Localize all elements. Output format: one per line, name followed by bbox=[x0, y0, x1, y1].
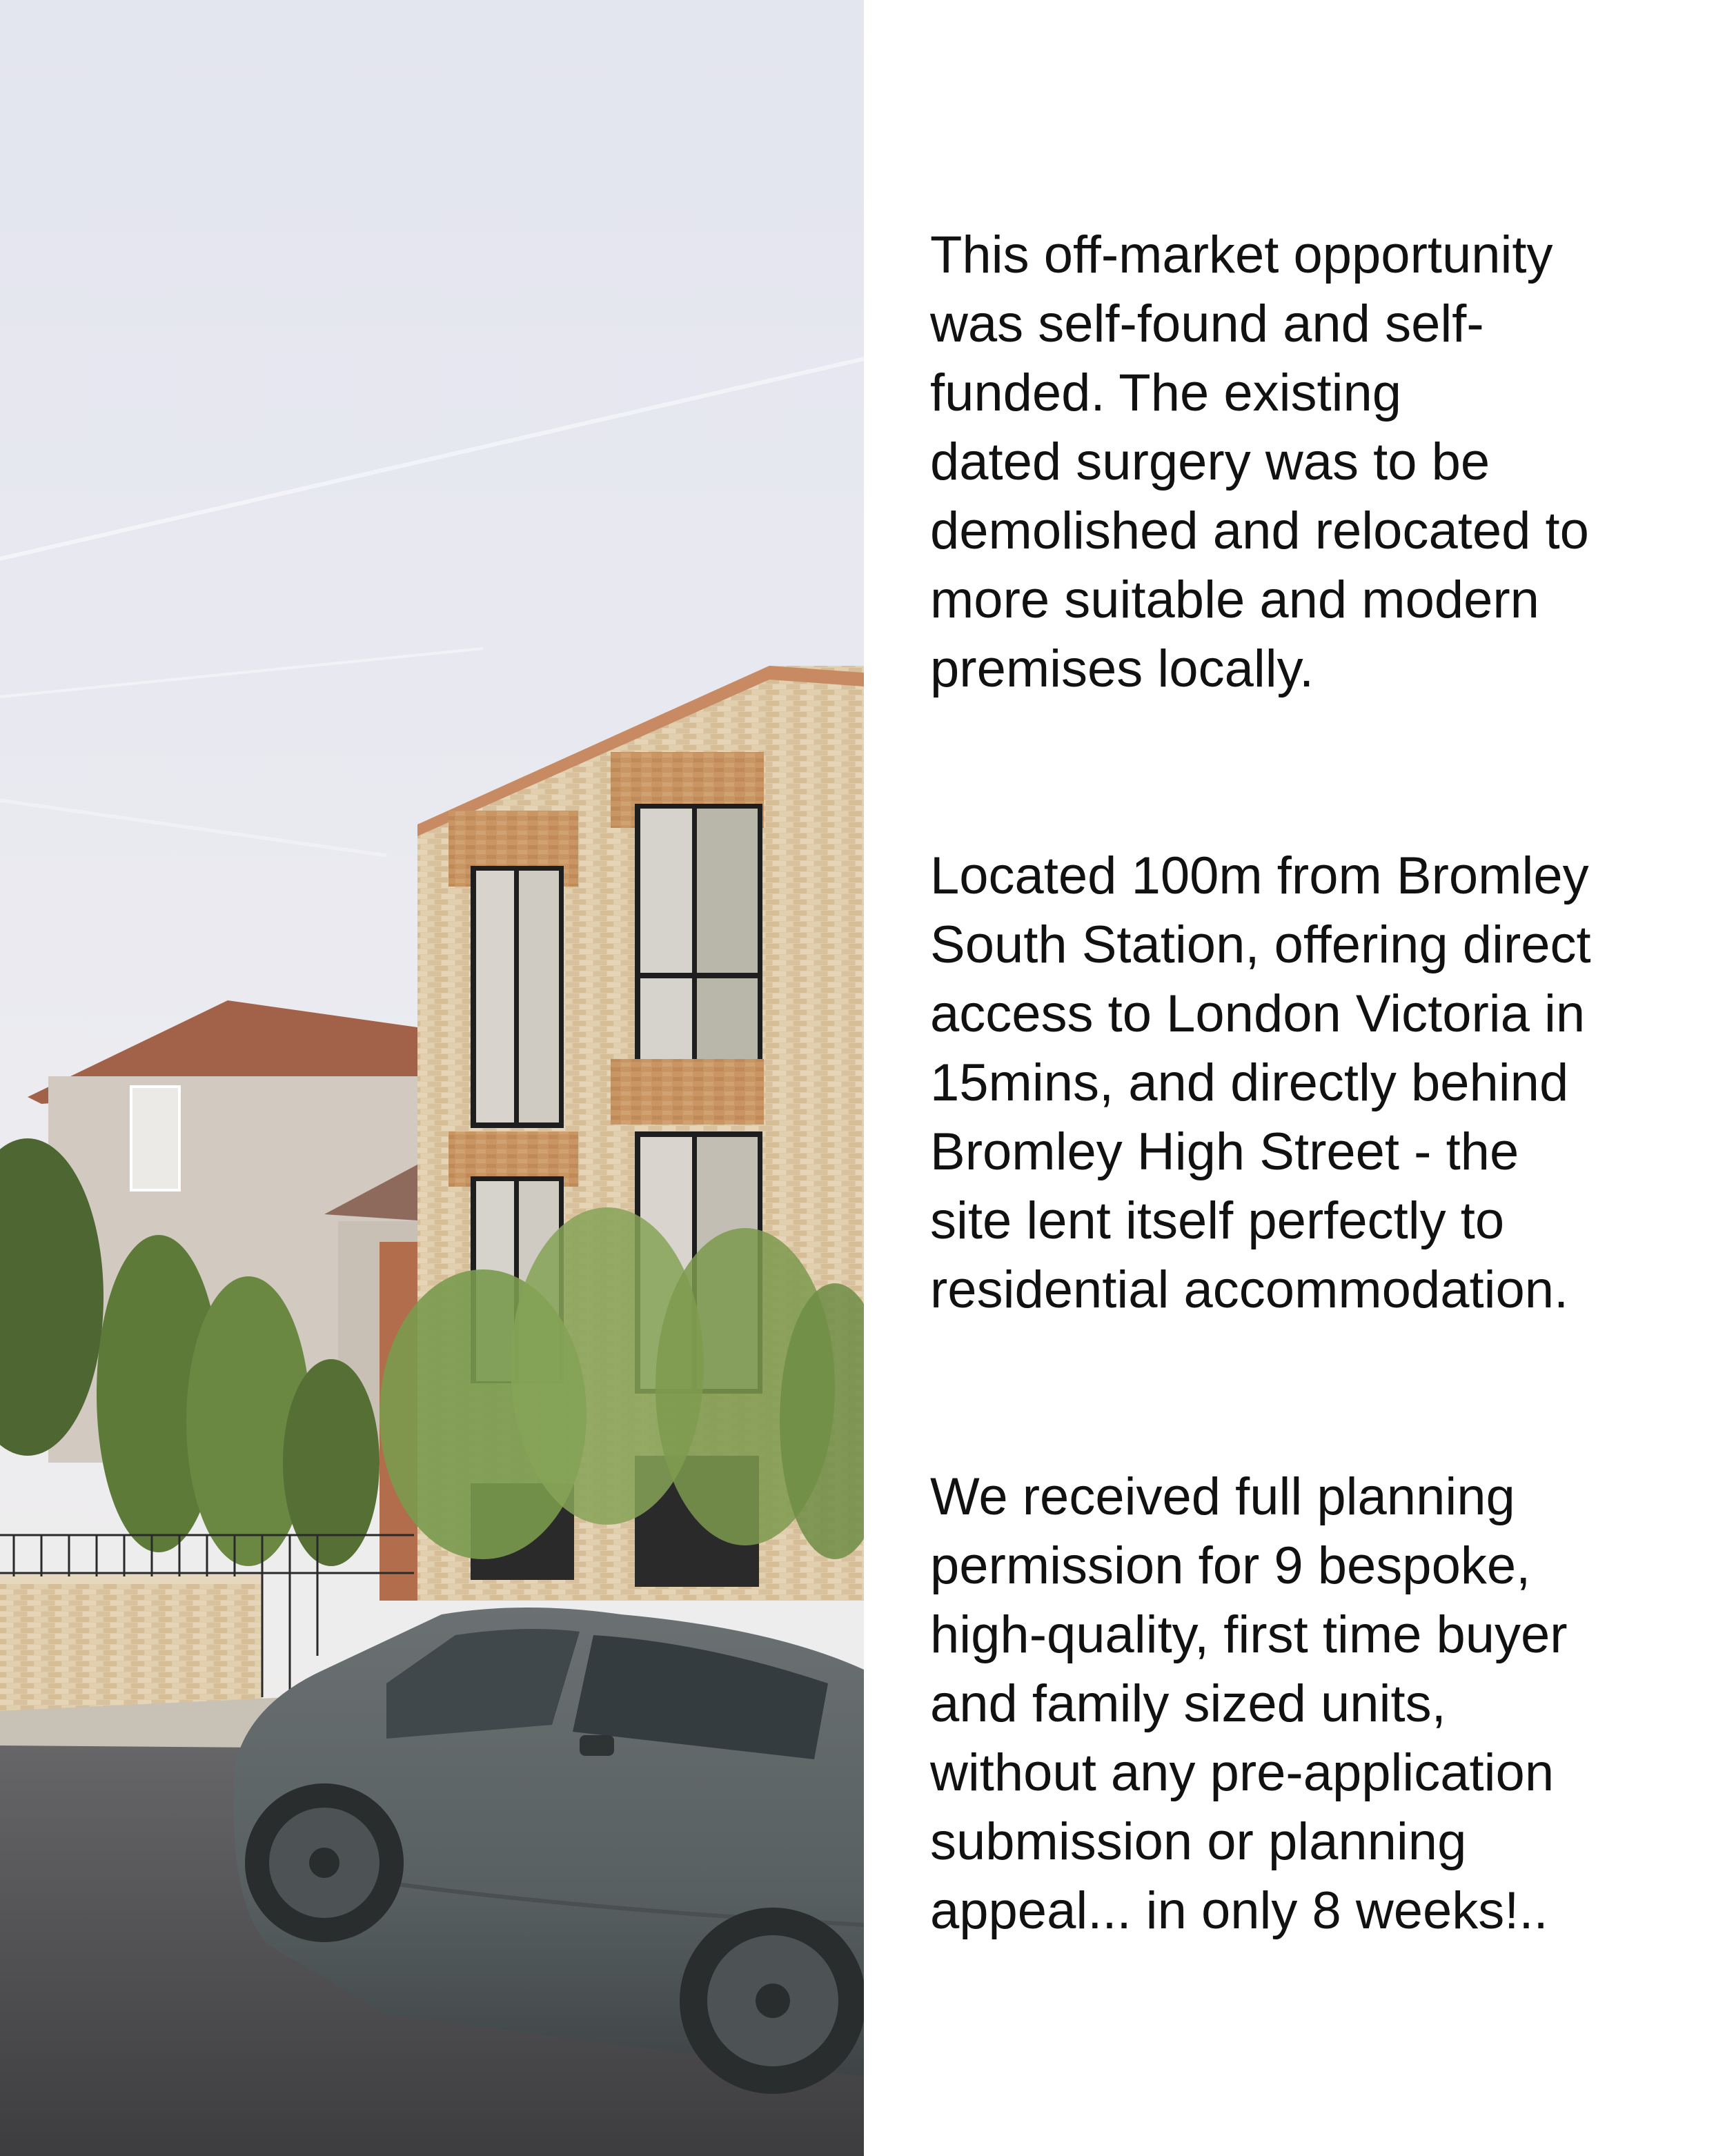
paragraph-opportunity: This off-market opportunity was self-found and self- funded. The existing dated surgery was to be demolished and relocated to more suitable and modern premises locally. bbox=[930, 226, 1589, 698]
paragraph-planning: We received full planning permission for 9 bespoke, high-quality, first time buyer and family sized units, without any pre-application submission or planning appeal... in only 8 weeks!.. bbox=[930, 1467, 1568, 1940]
paragraph-location: Located 100m from Bromley South Station, offering direct access to London Victoria in 15mins, and directly behind Bromley High Street - the site lent itself perfectly to residential accommodation. bbox=[930, 847, 1591, 1319]
